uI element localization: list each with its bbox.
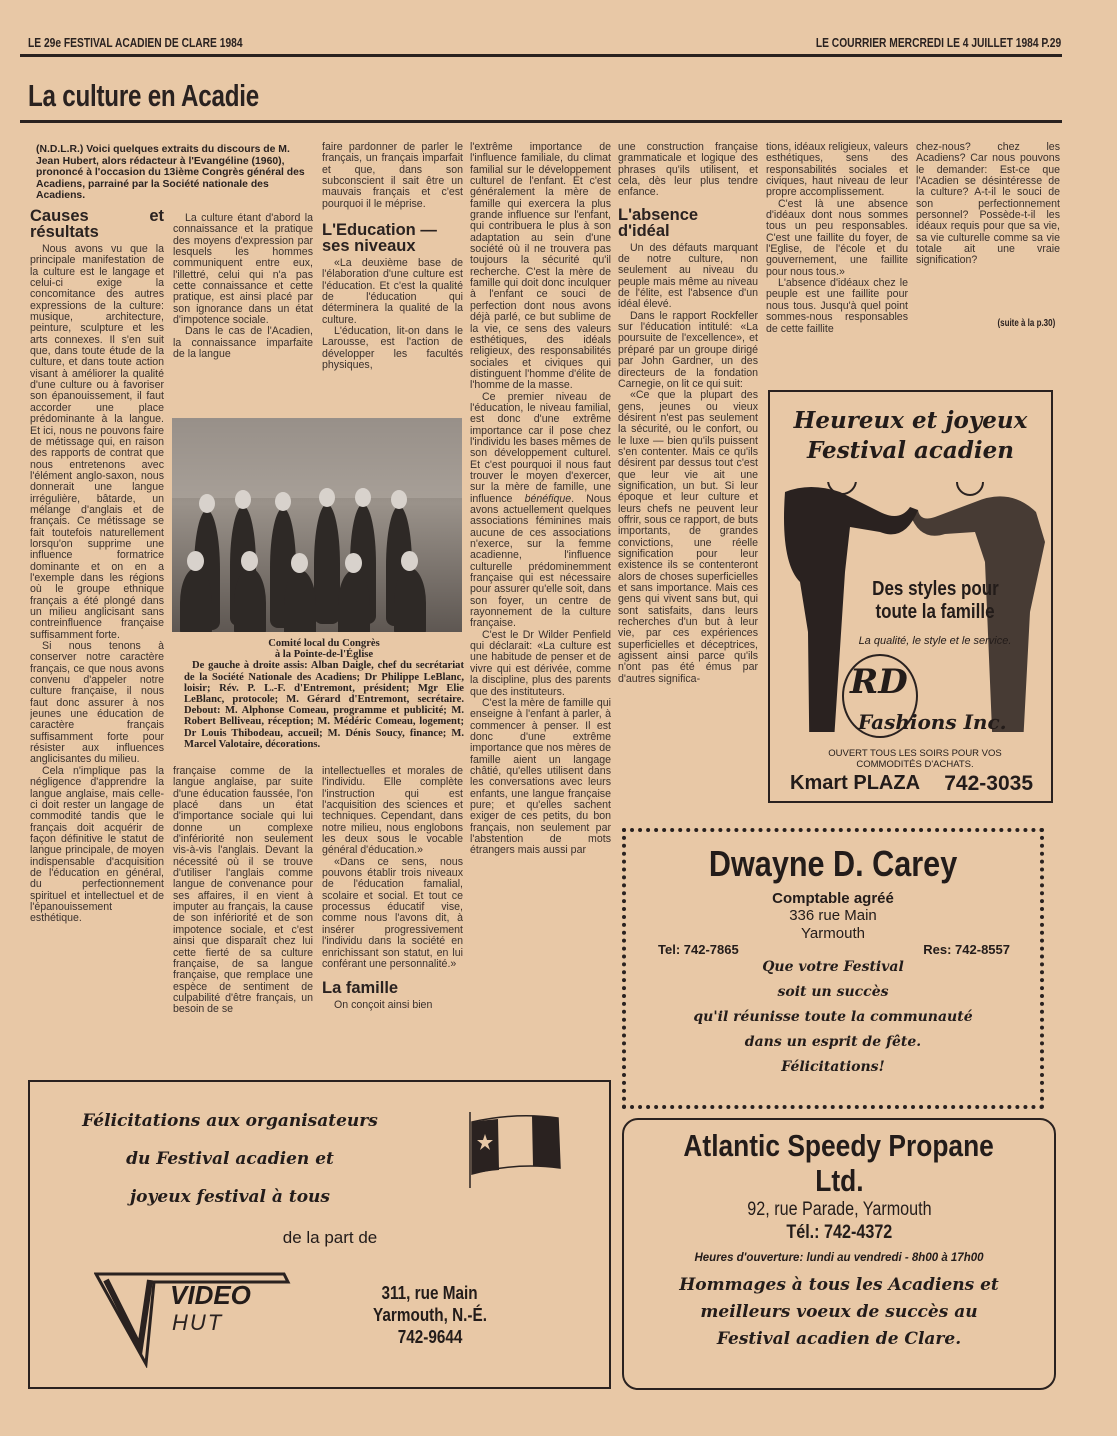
header-rule <box>20 54 1062 57</box>
rd-logo-name: Fashions Inc. <box>858 710 1007 734</box>
ad-hours: COMMODITÉS D'ACHATS. <box>856 759 974 770</box>
paragraph <box>470 392 611 630</box>
paragraph: C'est là une absence d'idéaux dont nous sommes tous un peu responsables. C'est une faillite du foyer, de l'Eglise, de l'école et du gouvernement, une faillite pour nous tous.» <box>766 197 908 278</box>
article-title: La culture en Acadie <box>28 78 259 113</box>
ad-message: Festival acadien de Clare. <box>716 1329 962 1349</box>
article-column-7 <box>916 142 1060 302</box>
ad-hours: Heures d'ouverture: lundi au vendredi - 8h00 à 17h00 <box>694 1252 984 1264</box>
rd-logo: RD <box>850 662 908 702</box>
ad-tel: Tél.: 742-4372 <box>786 1222 892 1243</box>
page-header: LE COURRIER MERCREDI LE 4 JUILLET 1984 P.29 <box>815 36 1061 50</box>
rd-fashions-ad <box>768 390 1053 803</box>
video-hut-ad <box>28 1080 611 1389</box>
paragraph: «Dans ce sens, nous pouvons établir trois niveaux de l'éducation famalial, scolaire et social. Et tout ce processus éducatif vise, comme nous l'avons dit, à insérer progressivement l'individu dans la société en enrichissant son statut, en lui conférant une personnalité.» <box>322 855 463 970</box>
ad-headline: Festival acadien <box>806 437 1014 464</box>
paragraph: Cela n'implique pas la négligence d'apprendre la langue anglaise, mais celle-ci doit rester un langage de commodité tandis que le français doit acquérir de façon définitive le statut de langue principale, de moyen indispensable d'acquisition de l'éducation en général, du perfectionnement spirituel et intellectuel et de l'épanouissement esthétique. <box>30 764 164 925</box>
subheading-famille: La famille <box>322 979 399 998</box>
ad-message: du Festival acadien et <box>126 1149 334 1169</box>
article-column-2-bottom <box>173 766 313 1074</box>
subheading-absence: L'absence d'idéal <box>618 205 699 240</box>
subheading-causes: Causes et résultats <box>30 208 164 241</box>
ad-tagline: Des styles pour <box>871 578 999 600</box>
article-column-2-top <box>173 213 313 411</box>
ad-address: Yarmouth <box>801 925 865 942</box>
continued-link[interactable]: (suite à la p.30) <box>997 318 1055 329</box>
paragraph: Nous avons vu que la principale manifestation de la culture est le langage et celui-ci exige la concomitance des autres expressions de la culture: musique, architecture, peinture, sculpture et les arts connexes. Il s'en suit que, dans toute étude de la culture, et dans toute action visant à améliorer la qualité d'une culture ou à favoriser son épanouissement, il faut accorder une place prédominante à la langue. Et ici, nous ne pouvons faire de métissage qui, en raison des rapports de contrat que nous entretenons avec l'élément anglo-saxon, nous donnerait une langue irrégulière, bâtarde, un mélange d'anglais et de français. Ce métissage se fait toutefois naturellement lorsqu'on supprime une influence formatrice dominante et on en a l'exemple dans les régions où le groupe ethnique français a été plongé dans un milieu anglicisant sans contreinfluence française suffisamment forte. <box>30 243 164 641</box>
ad-name: Ltd. <box>814 1163 864 1198</box>
article-column-1 <box>30 208 164 1074</box>
logo-hut: HUT <box>172 1310 224 1335</box>
title-rule <box>20 120 1062 123</box>
ad-address: Yarmouth, N.-É. <box>373 1305 487 1325</box>
ad-hours: OUVERT TOUS LES SOIRS POUR VOS <box>828 748 1002 759</box>
paragraph: française comme de la langue anglaise, par suite d'une éducation faussée, l'on placé dans un état d'importance sociale qui lui donne un complexe d'infériorité non seulement vis-à-vis l'anglais. Devant la nécessité où il se trouve d'utiliser l'anglais comme langue de convenance pour ses affaires, il en vient à imputer au français, la cause de son infériorité et de son impotence sociale, et c'est ainsi que disparaît chez lui cette fierté de sa culture française, de sa langue française, que remplace une espèce de sentiment de culpabilité d'être français, un besoin de se <box>173 766 313 1016</box>
ad-tagline: toute la famille <box>875 601 995 623</box>
paragraph: C'est la mère de famille qui enseigne à l'enfant à parler, à commencer à penser. Il est donc d'une extrême importance que nos mères de famille aient un langage châtié, qu'elles utilisent dans les conversations avec leurs enfants, une langue française pure; et qu'elles sachent exiger de ces petits, du bon français, non seulement par l'abstention de mots étrangers mais aussi par <box>470 696 611 857</box>
article-intro: (N.D.L.R.) Voici quelques extraits du discours de M. Jean Hubert, alors rédacteur à l'Evangéline (1960), prononcé à l'occasion du 13ième Congrès général des Acadiens, parrainé par la Société nationale des Acadiens. <box>36 144 305 202</box>
paragraph: Un des défauts marquant de notre culture, non seulement au niveau du peuple mais même au niveau de l'élite, est l'absence d'un idéal élevé. <box>618 241 758 311</box>
ad-message: meilleurs voeux de succès au <box>700 1302 978 1322</box>
ad-tel: Tel: 742-7865 <box>658 942 739 957</box>
paragraph: C'est le Dr Wilder Penfield qui déclarait: «La culture est une habitude de penser et de vivre qui est dérivée, comme la discipline, plus des parents que des instituteurs. <box>470 628 611 698</box>
paragraph: «Ce que la plupart des gens, jeunes ou vieux désirent n'est pas seulement la sécurité, ou le confort, ou le luxe — bien qu'ils puissent s'en contenter. Mais ce qu'ils désirent par dessus tout c'est que leur vie ait une signification, un but. Si leur époque et leur culture et leurs chefs ne peuvent leur offrir, sous ce rapport, de buts importants, de grandes convictions, une réelle signification pour leur existence ils se contenteront alors de choses superficielles et sans importance. Mais ces gens qui vivent sans but, qui sont satisfaits, dans leurs recherches d'un but à leur vie, par ces expériences superficielles et déceptrices, agissent ainsi parce qu'ils n'ont pas été émus par d'autres significa- <box>618 389 758 685</box>
logo-video: VIDEO <box>170 1280 251 1310</box>
ad-address: 311, rue Main <box>381 1283 479 1303</box>
emphasis: bénéfique <box>524 492 572 505</box>
subheading-education: L'Education — ses niveaux <box>322 221 437 256</box>
ad-message: dans un esprit de fête. <box>744 1034 922 1050</box>
article-column-3-top <box>322 142 463 410</box>
paragraph: On conçoit ainsi bien <box>334 999 433 1012</box>
committee-photo <box>172 418 462 632</box>
ad-phone: 742-3035 <box>944 772 1033 795</box>
paragraph: La culture étant d'abord la connaissance et la pratique des moyens d'expression par lesquels les hommes communiquent entre eux, l'illettré, celui qui n'a pas cette connaissance et cette pratique, est ainsi placé par son ignorance dans un état d'impotence sociale. <box>173 213 313 327</box>
paragraph: chez-nous? chez les Acadiens? Car nous pouvons le demander: Est-ce que l'Acadien se désintéresse de la culture? A-t-il le souci de son perfectionnement personnel? Possède-t-il les idéaux requis pour que sa vie, sa vie culturelle comme sa vie totale ait une vraie signification? <box>916 142 1060 267</box>
article-column-6 <box>766 142 908 382</box>
ad-from: de la part de <box>282 1228 378 1247</box>
paragraph: Dans le cas de l'Acadien, la connaissance imparfaite de la langue <box>173 325 313 361</box>
text: Ce premier niveau de l'éducation, le niveau familial, est donc d'une extrême importance car il pose chez l'individu les bases mêmes de son développement culturel. Et c'est pourquoi il nous faut trouver le moyen d'exercer, sur la mère de famille, une influence <box>470 390 611 505</box>
caption-title: Comité local du Congrès <box>268 638 380 649</box>
ad-name: Dwayne D. Carey <box>708 843 958 884</box>
section-header: LE 29e FESTIVAL ACADIEN DE CLARE 1984 <box>28 36 243 50</box>
article-column-5 <box>618 142 758 814</box>
ad-message: Hommages à tous les Acadiens et <box>679 1275 999 1295</box>
paragraph: intellectuelles et morales de l'individu. Elle complète l'instruction qui est l'acquisition des sciences et techniques. Cependant, dans notre milieu, nous englobons les deux sous le vocable général d'éducation.» <box>322 766 463 857</box>
ad-address: 336 rue Main <box>789 907 877 924</box>
ad-message: Félicitations aux organisateurs <box>82 1111 378 1131</box>
ad-address: 92, rue Parade, Yarmouth <box>746 1199 932 1220</box>
paragraph: Dans le rapport Rockfeller sur l'éducation intitulé: «La poursuite de l'excellence», et préparé par un groupe dirigé par John Gardner, un des directeurs de la fondation Carnegie, on lit ce qui suit: <box>618 309 758 390</box>
ad-name: Atlantic Speedy Propane <box>683 1128 995 1163</box>
dwayne-carey-ad <box>622 828 1044 1109</box>
ad-message: Félicitations! <box>781 1059 885 1075</box>
article-column-3-bottom <box>322 766 463 1074</box>
ad-message: soit un succès <box>777 984 889 1000</box>
text: . Nous avons actuellement quelques associations féminines mais aucune de ces associations n'exerce, sur la femme acadienne, l'influence culturelle prédominemment française qui est nécessaire pour assurer qu'elle soit, dans son foyer, un centre de rayonnement de la culture française. <box>470 492 611 630</box>
paragraph: L'absence d'idéaux chez le peuple est une faillite pour nous tous. Jusqu'à quel point sommes-nous responsables de cette faillite <box>766 277 908 335</box>
atlantic-propane-ad <box>622 1118 1056 1390</box>
paragraph: Si nous tenons à conserver notre caractère français, ce que nous avons convenu d'appeler notre culture française, il nous faut donc assurer à nos jeunes une éducation de caractère français suffisamment forte pour résister aux influences anglicisantes du milieu. <box>30 640 164 766</box>
acadian-flag-icon <box>466 1110 566 1190</box>
paragraph: l'extrême importance de l'influence familiale, du climat familial sur le développement culturel de l'enfant. Et c'est généralement la mère de famille qui exercera la plus grande influence sur l'enfant, qui contribuera le plus à son adaptation au sein d'une société où il ne trouvera pas toujours la sécurité qu'il recherche. C'est la mère de famille qui doit donc inculquer à l'enfant ce souci de perfection dont nous avons déjà parlé, ce but sublime de la vie, ce sens des valeurs esthétiques, des idéals religieux, des responsabilités sociales et civiques qui distinguent l'homme d'élite de l'homme de la masse. <box>470 142 611 392</box>
paragraph: L'éducation, lit-on dans le Larousse, est l'action de développer les facultés physiques, <box>322 325 463 372</box>
photo-caption <box>184 638 464 750</box>
paragraph: tions, idéaux religieux, valeurs esthétiques, sens des responsabilités sociales et civiques, haut niveau de leur propre accomplissement. <box>766 142 908 199</box>
paragraph: «La deuxième base de l'élaboration d'une culture est l'éducation. Et c'est la qualité de l'éducation qui déterminera la qualité de la culture. <box>322 257 463 326</box>
article-column-4 <box>470 142 611 1074</box>
ad-location: Kmart PLAZA <box>790 772 921 794</box>
ad-phone: 742-9644 <box>397 1327 463 1347</box>
ad-message: qu'il réunisse toute la communauté <box>693 1009 973 1025</box>
ad-message: joyeux festival à tous <box>130 1187 330 1207</box>
ad-title: Comptable agréé <box>772 890 894 907</box>
ad-headline: Heureux et joyeux <box>793 407 1028 434</box>
ad-slogan: La qualité, le style et le service. <box>858 635 1012 647</box>
paragraph: faire pardonner de parler le français, un français imparfait et que, dans son subconscient il sait être un mauvais français et c'est pourquoi il le méprise. <box>322 142 463 210</box>
ad-res: Res: 742-8557 <box>923 942 1010 957</box>
caption-body: De gauche à droite assis: Alban Daigle, chef du secrétariat de la Société Nationale des Acadiens; Dr Philippe LeBlanc, loisir; Rév. P. L.-F. d'Entremont, président; Mgr Elie LeBlanc, protocole; M. Gérard d'Entremont, secrétaire. Debout: M. Alphonse Comeau, programme et publicité; M. Robert Belliveau, réception; M. Médéric Comeau, logement; Dr Louis Thibodeau, accueil; M. Dénis Soucy, finance; M. Marcel Valotaire, décorations. <box>184 660 464 750</box>
ad-message: Que votre Festival <box>762 959 904 975</box>
caption-title: à la Pointe-de-l'Église <box>274 649 374 661</box>
paragraph: une construction française grammaticale et logique des phrases qu'ils utilisent, et cela, dès leur plus tendre enfance. <box>618 142 758 199</box>
